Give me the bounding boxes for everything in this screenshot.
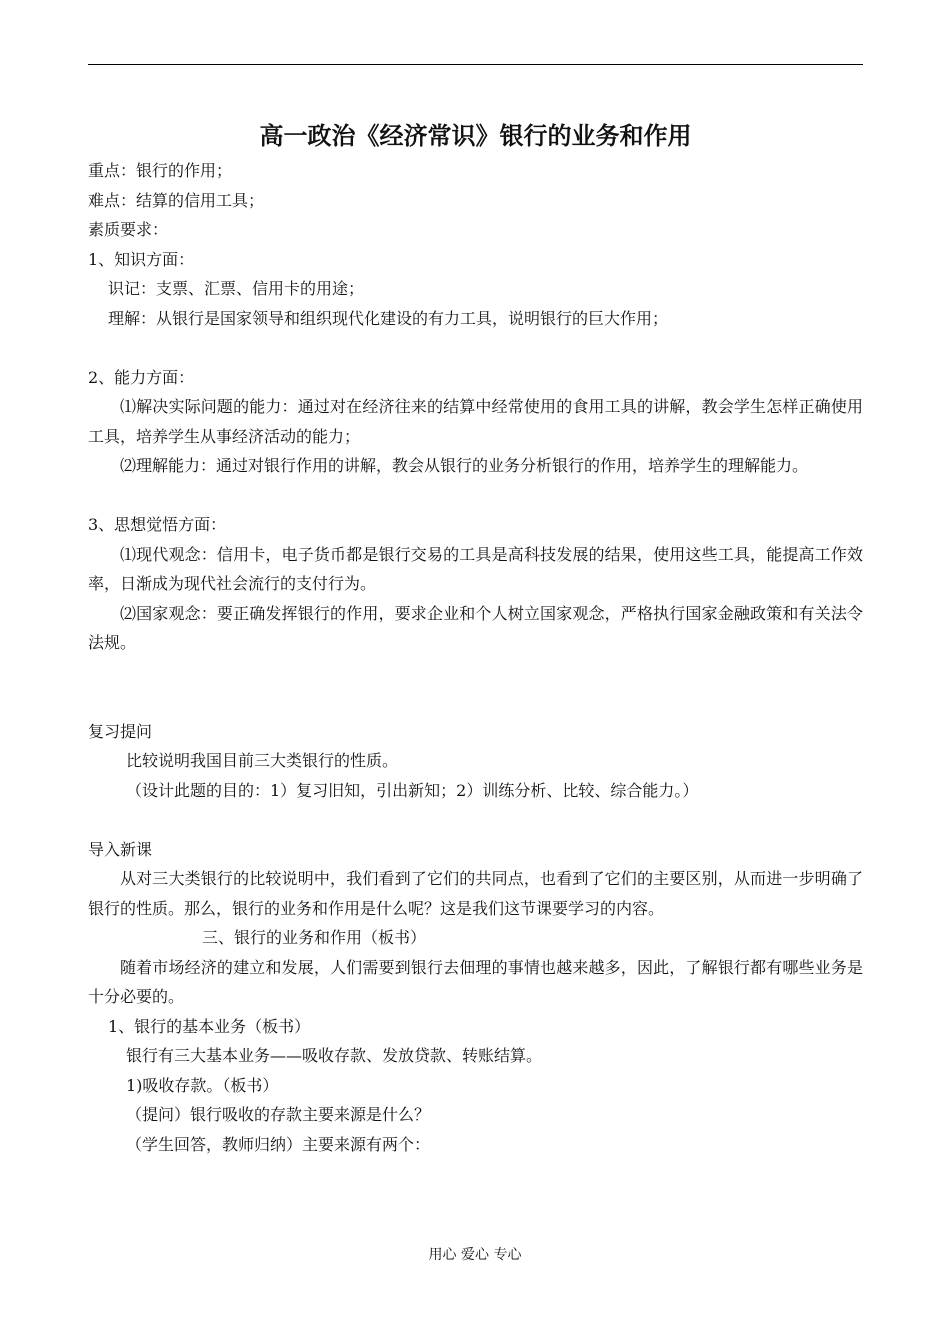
document-body [88, 118, 863, 1159]
knowledge-understand: 理解：从银行是国家领导和组织现代化建设的有力工具，说明银行的巨大作用； [108, 308, 669, 328]
ideology-item-1: ⑴现代观念：信用卡，电子货币都是银行交易的工具是高科技发展的结果，使用这些工具，能提高工作效率，日渐成为现代社会流行的支付行为。 [88, 544, 863, 593]
quality-header: 素质要求： [88, 220, 169, 239]
deposit-heading: 1)吸收存款。（板书） [126, 1075, 279, 1095]
ideology-item-2: ⑵国家观念：要正确发挥银行的作用，要求企业和个人树立国家观念，严格执行国家金融政策和有关法令法规。 [88, 603, 863, 652]
ability-heading: 2、能力方面： [88, 367, 195, 387]
ability-item-2: ⑵理解能力：通过对银行作用的讲解，教会从银行的业务分析银行的作用，培养学生的理解能力。 [120, 456, 809, 475]
spacer [88, 658, 863, 717]
spacer [88, 805, 863, 835]
section-text: 随着市场经济的建立和发展，人们需要到银行去佃理的事情也越来越多，因此，了解银行都有哪些业务是十分必要的。 [88, 957, 863, 1006]
header-rule [88, 64, 863, 65]
knowledge-heading: 1、知识方面： [88, 249, 195, 269]
difficulty-line: 难点：结算的信用工具； [88, 190, 265, 210]
page-footer: 用心 爱心 专心 [428, 1247, 522, 1263]
knowledge-memorize: 识记：支票、汇票、信用卡的用途； [108, 279, 365, 298]
review-heading: 复习提问 [88, 721, 153, 741]
intro-heading: 导入新课 [88, 839, 153, 859]
review-purpose: （设计此题的目的：1）复习旧知，引出新知；2）训练分析、比较、综合能力。） [126, 780, 699, 800]
ideology-heading: 3、思想觉悟方面： [88, 515, 227, 534]
spacer [88, 481, 863, 511]
spacer [88, 333, 863, 363]
intro-text: 从对三大类银行的比较说明中，我们看到了它们的共同点，也看到了它们的主要区别，从而进一步明确了银行的性质。那么，银行的业务和作用是什么呢？这是我们这节课要学习的内容。 [88, 869, 863, 918]
review-question: 比较说明我国目前三大类银行的性质。 [126, 751, 399, 770]
three-business-line: 银行有三大基本业务——吸收存款、发放贷款、转账结算。 [126, 1046, 543, 1065]
page-title: 高一政治《经济常识》银行的业务和作用 [259, 121, 692, 150]
question-line: （提问）银行吸收的存款主要来源是什么？ [126, 1105, 431, 1124]
answer-line: （学生回答，教师归纳）主要来源有两个： [126, 1134, 431, 1154]
focus-line: 重点：银行的作用； [88, 161, 233, 180]
basic-business-heading: 1、银行的基本业务（板书） [108, 1016, 311, 1036]
section-heading: 三、银行的业务和作用（板书） [202, 928, 427, 947]
ability-item-1: ⑴解决实际问题的能力：通过对在经济往来的结算中经常使用的食用工具的讲解，教会学生怎样正确使用工具，培养学生从事经济活动的能力； [88, 397, 863, 446]
